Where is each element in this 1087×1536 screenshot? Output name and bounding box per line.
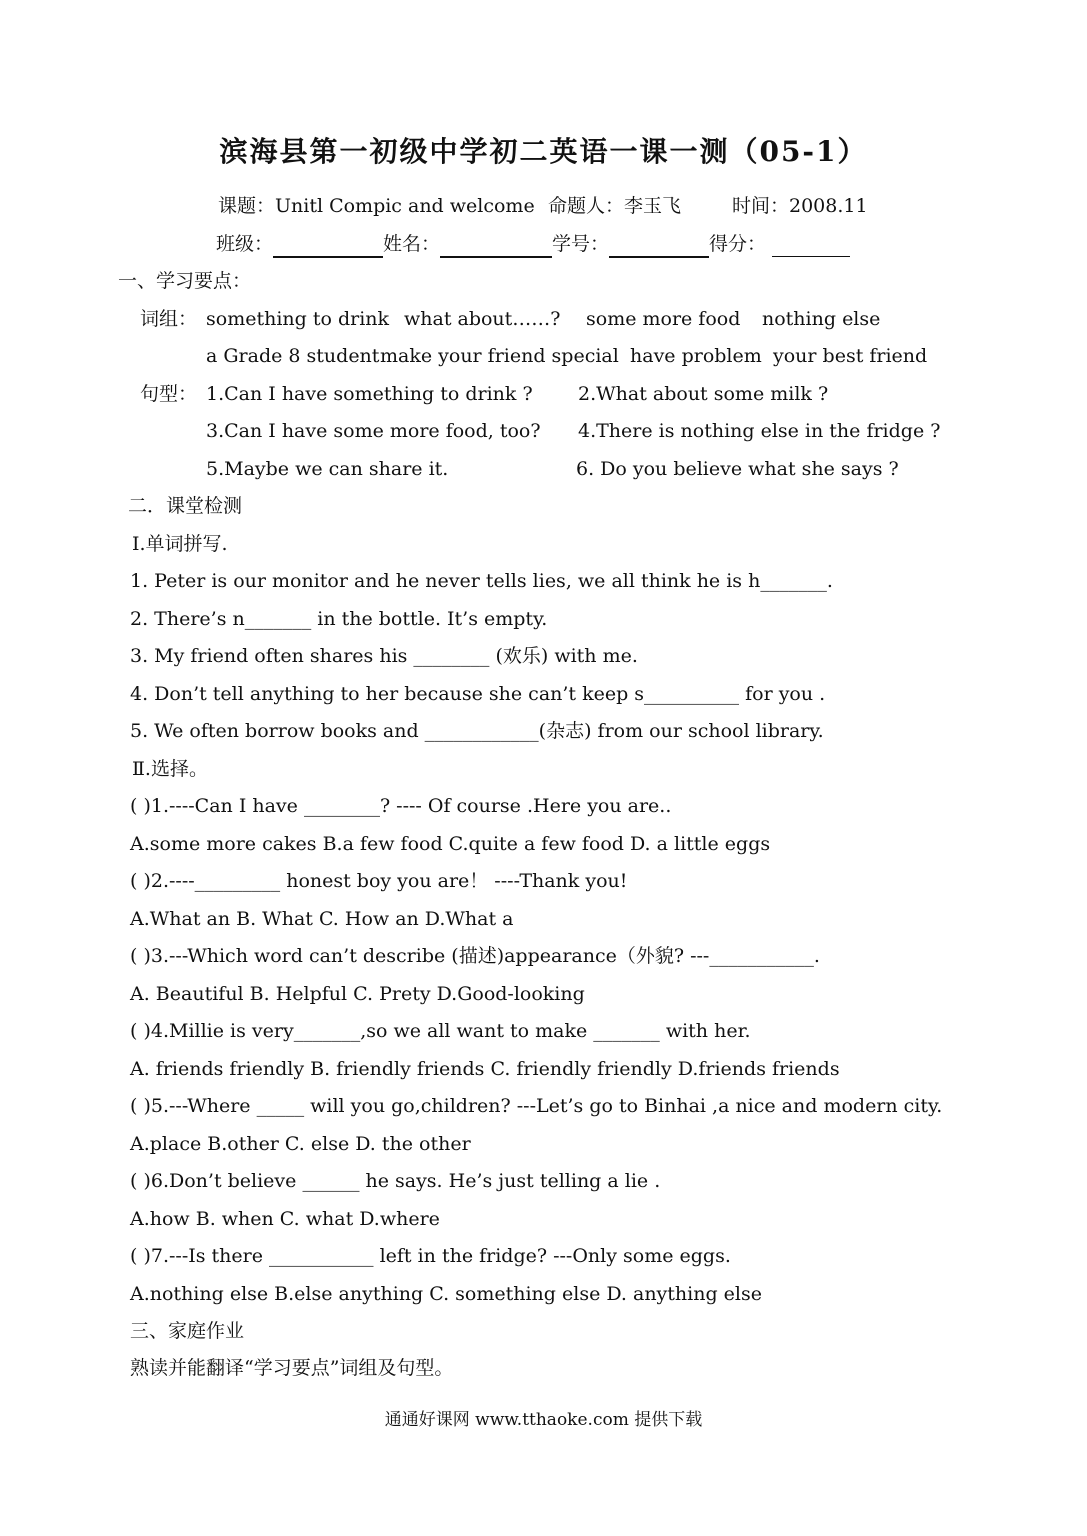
spelling-item: 2. There’s n_______ in the bottle. It’s empty. xyxy=(130,608,548,630)
spelling-item: 4. Don’t tell anything to her because she can’t keep s__________ for you . xyxy=(130,683,826,705)
footer: 通通好课网 www.tthaoke.com 提供下载 xyxy=(384,1410,703,1430)
phrase-item: what about……? xyxy=(404,308,561,330)
phrase-item: your best friend xyxy=(773,345,928,367)
sentence-item: 5.Maybe we can share it. xyxy=(206,458,449,480)
question-stem: ( )4.Millie is very_______,so we all want to make _______ with her. xyxy=(130,1020,751,1042)
phrase-item: a Grade 8 student xyxy=(206,345,380,367)
question-stem: ( )3.---Which word can’t describe (描述)appearance（外貌? ---___________. xyxy=(130,945,820,967)
homework-text: 熟读并能翻译“学习要点”词组及句型。 xyxy=(130,1357,454,1379)
phrase-item: make your friend special xyxy=(380,345,619,367)
question-stem: ( )7.---Is there ___________ left in the fridge? ---Only some eggs. xyxy=(130,1245,731,1267)
form-row xyxy=(216,232,850,258)
question-options: A. Beautiful B. Helpful C. Prety D.Good-looking xyxy=(130,983,585,1005)
section3-heading: 三、家庭作业 xyxy=(130,1320,245,1342)
spelling-item: 5. We often borrow books and ____________(杂志) from our school library. xyxy=(130,720,824,742)
question-options: A.place B.other C. else D. the other xyxy=(130,1133,471,1155)
sentence-item: 4.There is nothing else in the fridge ? xyxy=(578,420,941,442)
section2-heading: 二．课堂检测 xyxy=(128,495,243,517)
page-title: 滨海县第一初级中学初二英语一课一测（05-1） xyxy=(219,135,868,168)
class-label: 班级： xyxy=(216,233,274,255)
question-stem: ( )5.---Where _____ will you go,children? ---Let’s go to Binhai ,a nice and modern city. xyxy=(130,1095,943,1117)
name-field[interactable] xyxy=(440,232,552,258)
part2-heading: Ⅱ.选择。 xyxy=(132,758,208,780)
meta-time: 时间：2008.11 xyxy=(732,195,868,217)
class-field[interactable] xyxy=(273,232,383,258)
part1-heading: Ⅰ.单词拼写. xyxy=(132,533,228,555)
meta-topic: 课题：Unitl Compic and welcome xyxy=(218,195,535,217)
sentence-item: 2.What about some milk ? xyxy=(578,383,829,405)
question-options: A.how B. when C. what D.where xyxy=(130,1208,440,1230)
section1-heading: 一、学习要点： xyxy=(118,270,252,292)
sentence-item: 1.Can I have something to drink ? xyxy=(206,383,533,405)
meta-author: 命题人：李玉飞 xyxy=(548,195,682,217)
phrase-item: nothing else xyxy=(762,308,881,330)
question-stem: ( )2.----_________ honest boy you are！ ----Thank you! xyxy=(130,870,628,892)
phrase-item: have problem xyxy=(630,345,762,367)
score-field[interactable] xyxy=(772,232,850,257)
sentences-label: 句型： xyxy=(140,383,198,405)
spelling-item: 3. My friend often shares his ________ (欢乐) with me. xyxy=(130,645,638,667)
spelling-item: 1. Peter is our monitor and he never tells lies, we all think he is h_______. xyxy=(130,570,833,592)
sentence-item: 3.Can I have some more food, too? xyxy=(206,420,541,442)
sentence-item: 6. Do you believe what she says ? xyxy=(576,458,899,480)
question-options: A.What an B. What C. How an D.What a xyxy=(130,908,514,930)
name-label: 姓名： xyxy=(383,233,441,255)
number-field[interactable] xyxy=(609,232,709,258)
question-stem: ( )6.Don’t believe ______ he says. He’s just telling a lie . xyxy=(130,1170,661,1192)
question-options: A. friends friendly B. friendly friends C. friendly friendly D.friends friends xyxy=(130,1058,840,1080)
question-options: A.some more cakes B.a few food C.quite a few food D. a little eggs xyxy=(130,833,771,855)
number-label: 学号： xyxy=(552,233,610,255)
phrase-item: something to drink xyxy=(206,308,390,330)
question-options: A.nothing else B.else anything C. something else D. anything else xyxy=(130,1283,762,1305)
question-stem: ( )1.----Can I have ________? ---- Of course .Here you are.. xyxy=(130,795,672,817)
phrase-item: some more food xyxy=(586,308,741,330)
score-label: 得分： xyxy=(709,233,767,255)
phrases-label: 词组： xyxy=(140,308,198,330)
